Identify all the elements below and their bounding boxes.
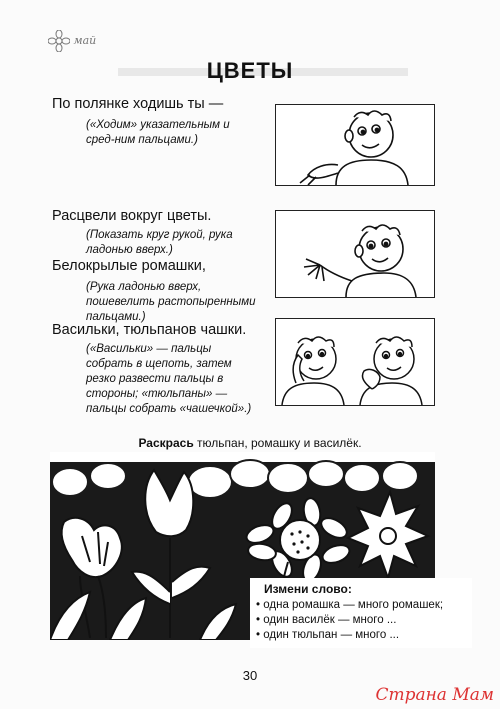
illustration-frame-1	[275, 104, 435, 186]
logo-text: май	[73, 34, 97, 47]
illustration-frame-3	[275, 318, 435, 406]
word-change-exercise	[250, 578, 472, 648]
boy-open-palm-illustration	[276, 211, 434, 297]
exercise-title: Измени слово:	[264, 582, 352, 596]
verse-line-4: Васильки, тюльпанов чашки.	[52, 322, 247, 338]
verse-line-3: Белокрылые ромашки,	[52, 258, 206, 274]
site-watermark: Страна Мам	[375, 685, 494, 705]
exercise-item-2: • один василёк — много ...	[256, 614, 466, 626]
page-title: ЦВЕТЫ	[206, 58, 294, 83]
gesture-note-4: («Васильки» — пальцы собрать в щепоть, затем резко развести пальцы в стороны; «тюльпаны» — пальцы собрать «чашечкой».)	[86, 343, 252, 415]
two-boys-cornflower-tulip-illustration	[276, 319, 434, 405]
gesture-note-1: («Ходим» указательным и сред-ним пальцами.)	[86, 119, 230, 146]
flower-logo-icon	[48, 30, 70, 52]
gesture-note-2: (Показать круг рукой, рука ладонью вверх.)	[86, 229, 233, 256]
boy-walking-fingers-illustration	[276, 105, 434, 185]
header-logo	[48, 30, 96, 52]
exercise-item-1: • одна ромашка — много ромашек;	[256, 599, 466, 611]
verse-line-2: Расцвели вокруг цветы.	[52, 208, 212, 224]
verse-line-1: По полянке ходишь ты —	[52, 96, 224, 112]
page-number: 30	[242, 668, 258, 683]
exercise-item-3: • один тюльпан — много ...	[256, 629, 466, 641]
gesture-note-3: (Рука ладонью вверх, пошевелить растопыренными пальцами.)	[86, 281, 256, 323]
coloring-task-text: тюльпан, ромашку и василёк.	[193, 436, 362, 450]
coloring-task	[0, 436, 500, 450]
coloring-task-verb: Раскрась	[138, 436, 194, 450]
illustration-frame-2	[275, 210, 435, 298]
